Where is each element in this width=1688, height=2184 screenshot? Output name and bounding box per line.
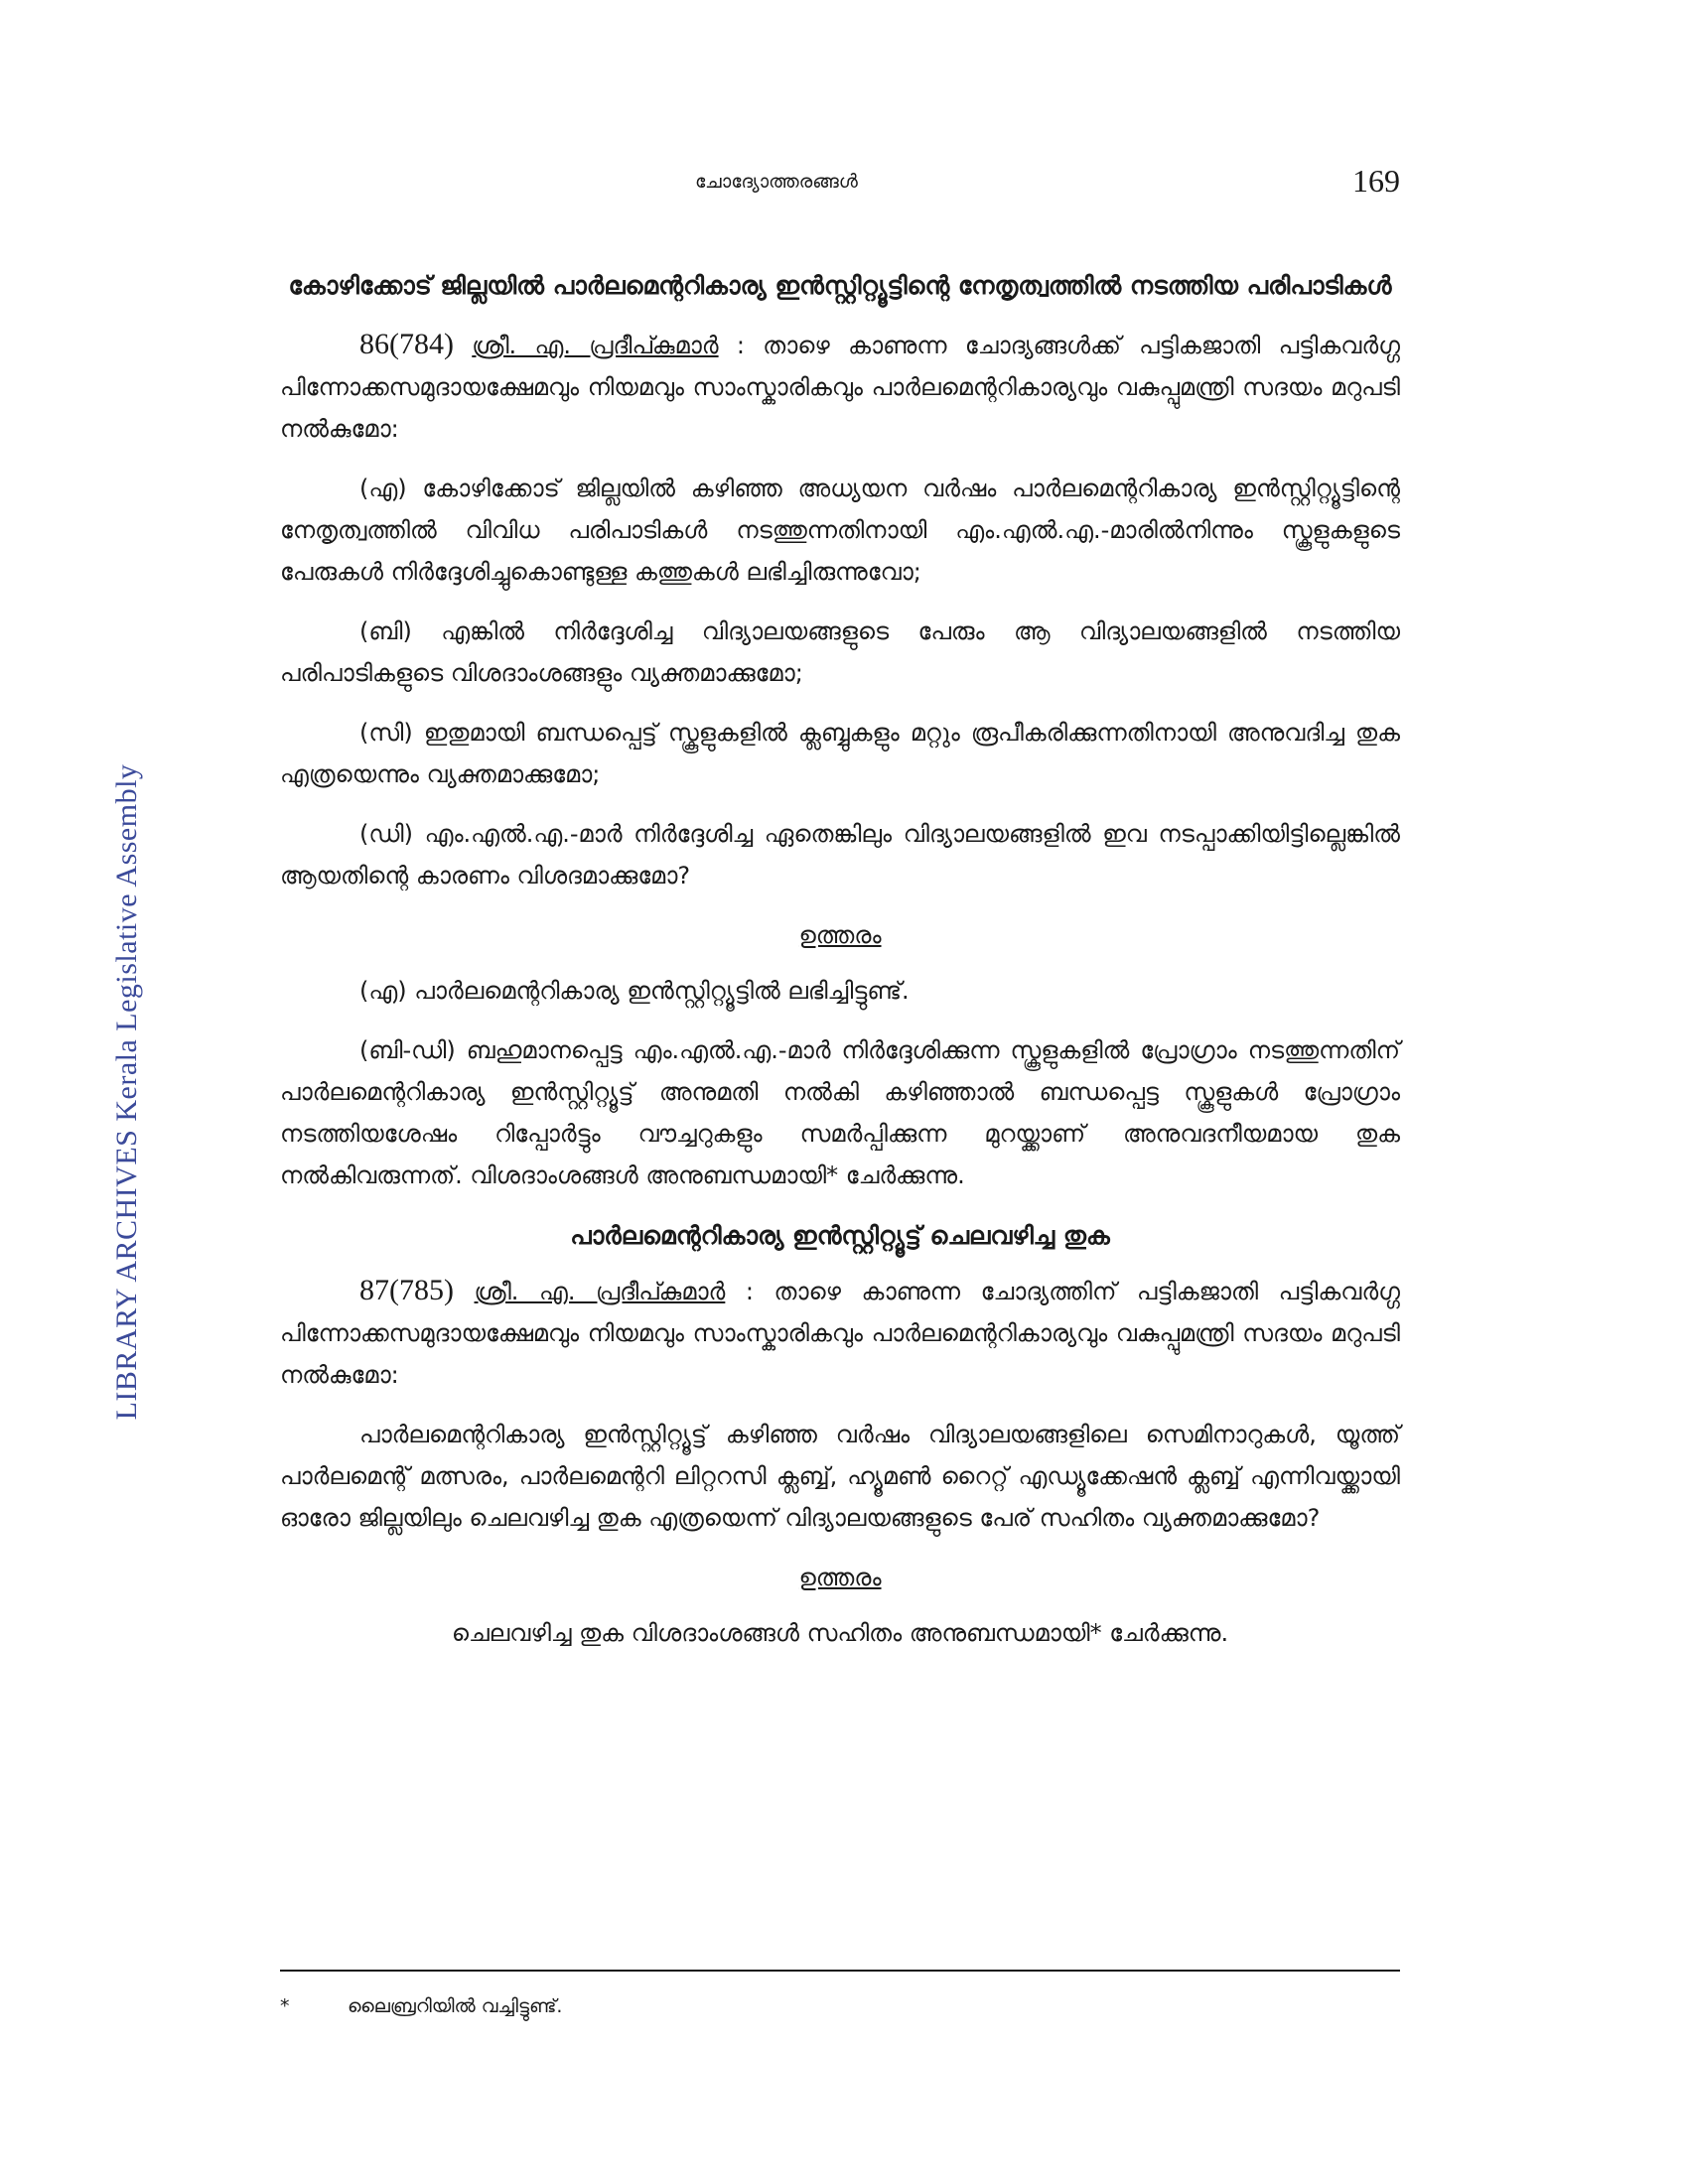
- q86-intro-text: : താഴെ കാണുന്ന ചോദ്യങ്ങൾക്ക് പട്ടികജാതി പട്ടികവർഗ്ഗ പിന്നോക്കസമുദായക്ഷേമവും നിയമവും സാംസ്കാരികവും പാർലമെന്ററികാര്യവും വകുപ്പുമന്ത്രി സദയം മറുപടി നൽകുമോ:: [280, 332, 1400, 443]
- q86-member: ശ്രീ. എ. പ്രദീപ്കുമാർ: [472, 332, 719, 359]
- library-archives-watermark: LIBRARY ARCHIVES Kerala Legislative Assembly: [110, 763, 143, 1421]
- page-body: [280, 266, 1400, 1672]
- q86-question-c: (സി) ഇതുമായി ബന്ധപ്പെട്ട് സ്കൂളുകളിൽ ക്ലബ്ബുകളും മറ്റും രൂപീകരിക്കുന്നതിനായി അനുവദിച്ച തുക എത്രയെന്നും വ്യക്തമാക്കുമോ;: [280, 719, 1400, 788]
- q86-intro: [280, 324, 1400, 450]
- q87-answer-label: ഉത്തരം: [798, 1564, 882, 1591]
- q87-member: ശ്രീ. എ. പ്രദീപ്കുമാർ: [474, 1278, 726, 1305]
- footnote-text: ലൈബ്രറിയിൽ വച്ചിട്ടുണ്ട്.: [348, 1995, 563, 2017]
- q87-intro: [280, 1270, 1400, 1396]
- q86-answer-a: (എ) പാർലമെന്ററികാര്യ ഇൻസ്റ്റിറ്റ്യൂട്ടിൽ ലഭിച്ചിട്ടുണ്ട്.: [359, 977, 910, 1005]
- page-number: 169: [1352, 163, 1400, 199]
- q87-answer: ചെലവഴിച്ച തുക വിശദാംശങ്ങൾ സഹിതം അനുബന്ധമായി* ചേർക്കുന്നു.: [451, 1619, 1229, 1647]
- q87-number: 87(785): [359, 1274, 454, 1306]
- q86-number: 86(784): [359, 328, 454, 360]
- q86-question-b: (ബി) എങ്കിൽ നിർദ്ദേശിച്ച വിദ്യാലയങ്ങളുടെ പേരും ആ വിദ്യാലയങ്ങളിൽ നടത്തിയ പരിപാടികളുടെ വിശദാംശങ്ങളും വ്യക്തമാക്കുമോ;: [280, 617, 1400, 687]
- q86-answer-label: ഉത്തരം: [798, 921, 882, 949]
- q86-question-a: (എ) കോഴിക്കോട് ജില്ലയിൽ കഴിഞ്ഞ അധ്യയന വർഷം പാർലമെന്ററികാര്യ ഇൻസ്റ്റിറ്റ്യൂട്ടിന്റെ നേതൃത്വത്തിൽ വിവിധ പരിപാടികൾ നടത്തുന്നതിനായി എം.എൽ.എ.-മാരിൽനിന്നും സ്കൂളുകളുടെ പേരുകൾ നിർദ്ദേശിച്ചുകൊണ്ടുള്ള കത്തുകൾ ലഭിച്ചിരുന്നുവോ;: [280, 475, 1400, 586]
- running-title: ചോദ്യോത്തരങ്ങൾ: [695, 171, 858, 193]
- q87-heading: പാർലമെന്ററികാര്യ ഇൻസ്റ്റിറ്റ്യൂട്ട് ചെലവഴിച്ച തുക: [570, 1221, 1110, 1250]
- footnote: [280, 1995, 562, 2017]
- footnote-mark: *: [280, 1995, 290, 2017]
- q86-heading: കോഴിക്കോട് ജില്ലയിൽ പാർലമെന്ററികാര്യ ഇൻസ്റ്റിറ്റ്യൂട്ടിന്റെ നേതൃത്വത്തിൽ നടത്തിയ പരിപാടികൾ: [288, 271, 1392, 300]
- footnote-divider: [280, 1970, 1400, 1972]
- q86-answer-bd: (ബി-ഡി) ബഹുമാനപ്പെട്ട എം.എൽ.എ.-മാർ നിർദ്ദേശിക്കുന്ന സ്കൂളുകളിൽ പ്രോഗ്രാം നടത്തുന്നതിന് പാർലമെന്ററികാര്യ ഇൻസ്റ്റിറ്റ്യൂട്ട് അനുമതി നൽകി കഴിഞ്ഞാൽ ബന്ധപ്പെട്ട സ്കൂളുകൾ പ്രോഗ്രാം നടത്തിയശേഷം റിപ്പോർട്ടും വൗച്ചറുകളും സമർപ്പിക്കുന്ന മുറയ്ക്കാണ് അനുവദനീയമായ തുക നൽകിവരുന്നത്. വിശദാംശങ്ങൾ അനുബന്ധമായി* ചേർക്കുന്നു.: [280, 1036, 1400, 1189]
- q86-question-d: (ഡി) എം.എൽ.എ.-മാർ നിർദ്ദേശിച്ച ഏതെങ്കിലും വിദ്യാലയങ്ങളിൽ ഇവ നടപ്പാക്കിയിട്ടില്ലെങ്കിൽ ആയതിന്റെ കാരണം വിശദമാക്കുമോ?: [280, 820, 1400, 889]
- q87-question: പാർലമെന്ററികാര്യ ഇൻസ്റ്റിറ്റ്യൂട്ട് കഴിഞ്ഞ വർഷം വിദ്യാലയങ്ങളിലെ സെമിനാറുകൾ, യൂത്ത് പാർലമെന്റ് മത്സരം, പാർലമെന്ററി ലിറ്ററസി ക്ലബ്ബ്, ഹ്യൂമൺ റൈറ്റ് എഡ്യൂക്കേഷൻ ക്ലബ്ബ് എന്നിവയ്ക്കായി ഓരോ ജില്ലയിലും ചെലവഴിച്ച തുക എത്രയെന്ന് വിദ്യാലയങ്ങളുടെ പേര് സഹിതം വ്യക്തമാക്കുമോ?: [280, 1421, 1400, 1532]
- q87-intro-text: : താഴെ കാണുന്ന ചോദ്യത്തിന് പട്ടികജാതി പട്ടികവർഗ്ഗ പിന്നോക്കസമുദായക്ഷേമവും നിയമവും സാംസ്കാരികവും പാർലമെന്ററികാര്യവും വകുപ്പുമന്ത്രി സദയം മറുപടി നൽകുമോ:: [280, 1278, 1400, 1389]
